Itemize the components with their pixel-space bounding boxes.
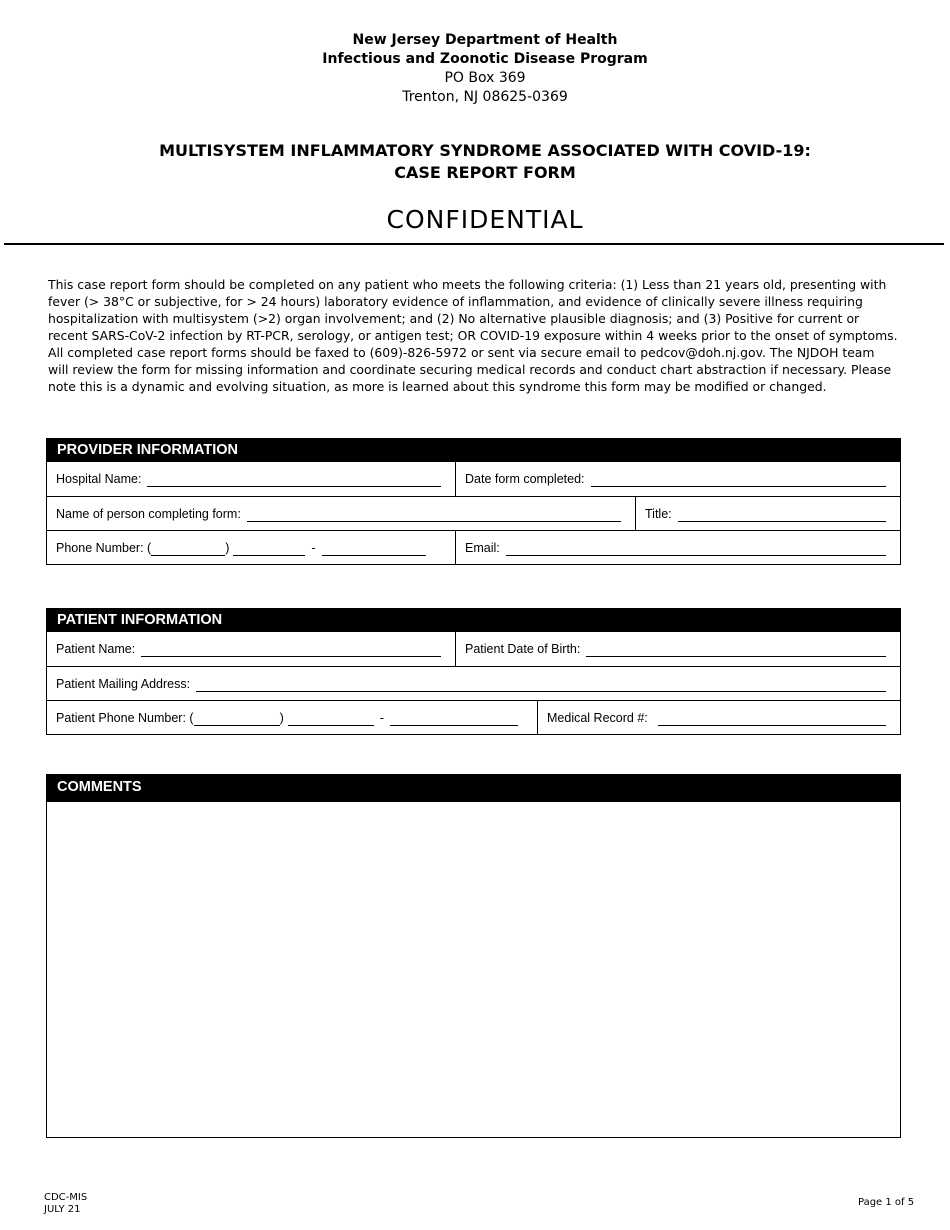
medical-record-cell (537, 701, 900, 734)
date-completed-cell (455, 462, 900, 496)
date-completed-field[interactable] (591, 471, 887, 487)
patient-phone-area-code-field[interactable] (194, 710, 280, 726)
provider-phone-label: Phone Number: ( (56, 540, 152, 555)
provider-phone-prefix-field[interactable] (233, 540, 305, 556)
hospital-name-label: Hospital Name: (56, 472, 142, 486)
po-box: PO Box 369 (444, 70, 526, 86)
provider-phone-area-code-field[interactable] (151, 540, 225, 556)
patient-section-heading: PATIENT INFORMATION (47, 609, 900, 632)
patient-row-3 (47, 700, 900, 734)
patient-row-2 (47, 666, 900, 700)
patient-row-1 (47, 632, 900, 666)
email-field[interactable] (506, 540, 886, 556)
hospital-name-cell (47, 462, 455, 496)
provider-phone-line-field[interactable] (322, 540, 426, 556)
patient-phone-prefix-field[interactable] (288, 710, 374, 726)
title-cell (635, 497, 900, 530)
patient-phone-line-field[interactable] (390, 710, 518, 726)
provider-section-heading: PROVIDER INFORMATION (47, 439, 900, 462)
patient-dob-label: Patient Date of Birth: (465, 642, 581, 656)
provider-row-2 (47, 496, 900, 530)
comments-section (46, 774, 901, 1138)
patient-dob-cell (455, 632, 900, 666)
provider-information-section (46, 438, 901, 565)
patient-phone-cell (47, 701, 537, 734)
form-id: CDC-MIS (44, 1192, 88, 1203)
form-version-date: JULY 21 (44, 1204, 81, 1215)
patient-phone-label: Patient Phone Number: ( (56, 710, 194, 725)
provider-phone-dash: - (311, 540, 316, 555)
page-number: Page 1 of 5 (858, 1197, 915, 1208)
form-title-line1: MULTISYSTEM INFLAMMATORY SYNDROME ASSOCIATED WITH COVID-19: (159, 141, 811, 160)
confidential-label: CONFIDENTIAL (386, 205, 584, 234)
person-name-field[interactable] (247, 506, 621, 522)
medical-record-field[interactable] (658, 710, 886, 726)
agency-name: New Jersey Department of Health (352, 32, 618, 48)
patient-phone-paren: ) (279, 710, 284, 725)
patient-name-label: Patient Name: (56, 642, 136, 656)
comments-field[interactable] (47, 802, 900, 1136)
patient-address-label: Patient Mailing Address: (56, 676, 191, 691)
patient-dob-field[interactable] (586, 641, 886, 657)
patient-name-cell (47, 632, 455, 666)
patient-name-field[interactable] (141, 641, 441, 657)
title-field[interactable] (678, 506, 886, 522)
date-completed-label: Date form completed: (465, 472, 585, 486)
email-cell (455, 531, 900, 564)
form-title (0, 140, 950, 184)
program-name: Infectious and Zoonotic Disease Program (322, 51, 648, 67)
person-name-cell (47, 497, 635, 530)
provider-phone-paren: ) (225, 540, 230, 555)
medical-record-label: Medical Record #: (547, 710, 648, 725)
person-name-label: Name of person completing form: (56, 506, 241, 521)
email-label: Email: (465, 540, 500, 555)
hospital-name-field[interactable] (147, 471, 441, 487)
form-title-line2: CASE REPORT FORM (394, 163, 576, 182)
patient-phone-dash: - (379, 710, 384, 725)
provider-phone-cell (47, 531, 455, 564)
header-divider (4, 243, 944, 245)
patient-address-cell (47, 667, 900, 700)
intro-paragraph: This case report form should be completed on any patient who meets the following criteria: (1) Less than 21 years old, presenting with fever (> 38°C or subjective, for > 24 hours) laboratory evidence of inflammation, and evidence of clinically severe illness requiring hospitalization with multisystem (>2) organ involvement; and (2) No alternative plausible diagnosis; and (3) Positive for current or recent SARS-CoV-2 infection by RT-PCR, serology, or antigen test; OR COVID-19 exposure within 4 weeks prior to the onset of symptoms. All completed case report forms should be faxed to (609)-826-5972 or sent via secure email to pedcov@doh.nj.gov. The NJDOH team will review the form for missing information and coordinate securing medical records and conduct chart abstraction if necessary. Please note this is a dynamic and evolving situation, as more is learned about this syndrome this form may be modified or changed. (48, 277, 898, 394)
city-state-zip: Trenton, NJ 08625-0369 (402, 89, 568, 105)
provider-row-3 (47, 530, 900, 564)
form-id-footer (44, 1192, 87, 1216)
agency-header (0, 31, 950, 107)
comments-heading: COMMENTS (47, 775, 900, 802)
provider-row-1 (47, 462, 900, 496)
title-label: Title: (645, 506, 672, 521)
patient-address-field[interactable] (196, 676, 886, 692)
patient-information-section (46, 608, 901, 735)
